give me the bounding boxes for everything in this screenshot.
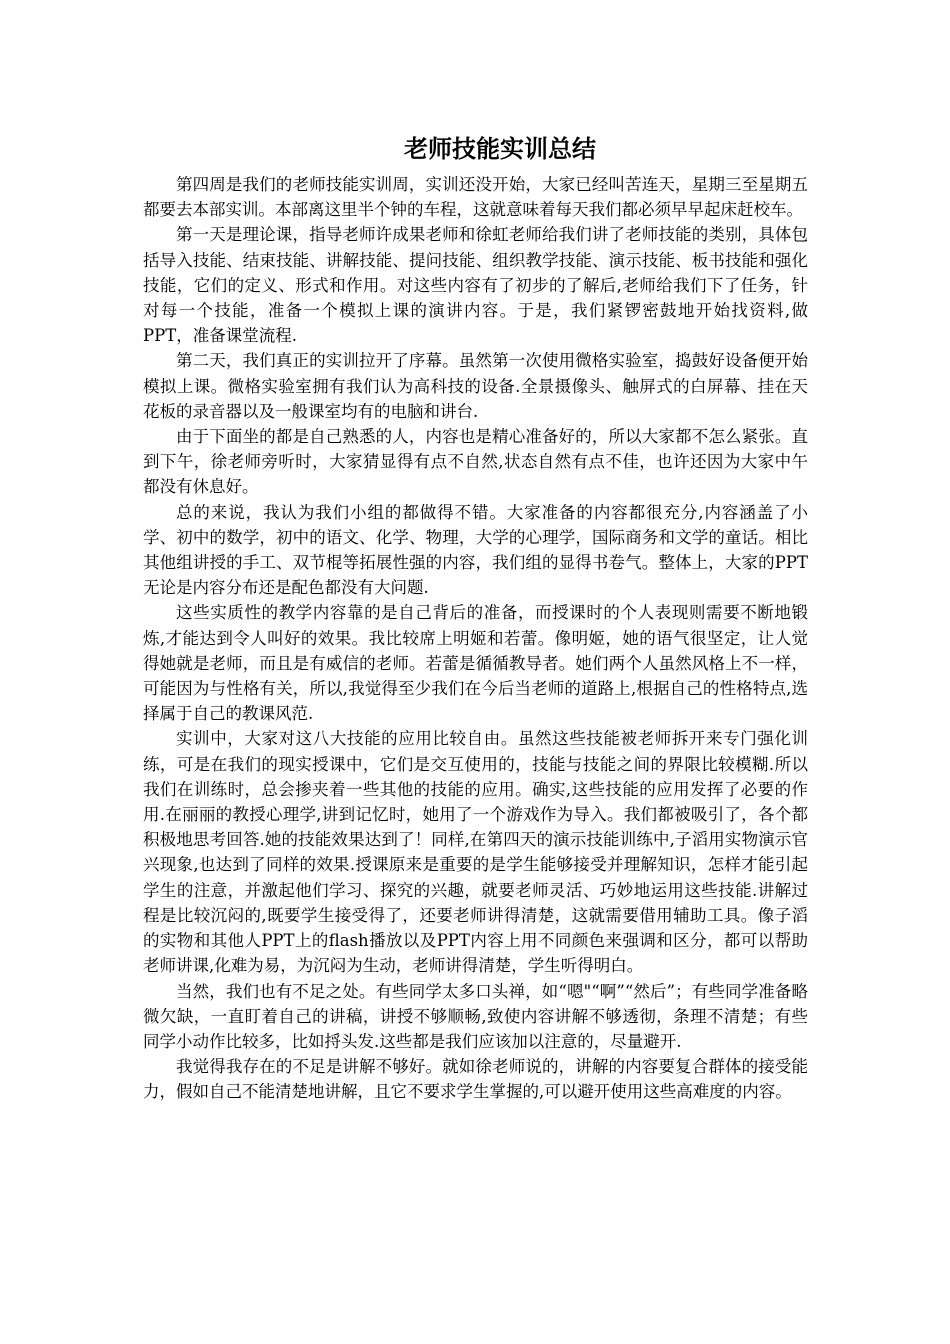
paragraph: 当然，我们也有不足之处。有些同学太多口头禅，如“嗯"“啊”“然后”；有些同学准备略微欠缺，一直盯着自己的讲稿，讲授不够顺畅,致使内容讲解不够透彻，条理不清楚；有些同学小动作比较多，比如捋头发.这些都是我们应该加以注意的，尽量避开. (143, 981, 808, 1051)
paragraph: 实训中，大家对这八大技能的应用比较自由。虽然这些技能被老师拆开来专门强化训练，可是在我们的现实授课中，它们是交互使用的，技能与技能之间的界限比较模糊.所以我们在训练时，总会掺夹着一些其他的技能的应用。确实,这些技能的应用发挥了必要的作用.在丽丽的教授心理学,讲到记忆时，她用了一个游戏作为导入。我们都被吸引了，各个都积极地思考回答.她的技能效果达到了！同样,在第四天的演示技能训练中,子滔用实物演示官兴现象,也达到了同样的效果.授课原来是重要的是学生能够接受并理解知识，怎样才能引起学生的注意，并激起他们学习、探究的兴趣，就要老师灵活、巧妙地运用这些技能.讲解过程是比较沉闷的,既要学生接受得了，还要老师讲得清楚，这就需要借用辅助工具。像子滔的实物和其他人PPT上的flash播放以及PPT内容上用不同颜色来强调和区分，都可以帮助老师讲课,化难为易，为沉闷为生动，老师讲得清楚，学生听得明白。 (143, 729, 808, 976)
paragraph: 我觉得我存在的不足是讲解不够好。就如徐老师说的，讲解的内容要复合群体的接受能力，假如自己不能清楚地讲解，且它不要求学生掌握的,可以避开使用这些高难度的内容。 (143, 1057, 808, 1102)
paragraph: 第四周是我们的老师技能实训周，实训还没开始，大家已经叫苦连天，星期三至星期五都要去本部实训。本部离这里半个钟的车程，这就意味着每天我们都必须早早起床赶校车。 (143, 175, 808, 220)
paragraph: 由于下面坐的都是自己熟悉的人，内容也是精心准备好的，所以大家都不怎么紧张。直到下午，徐老师旁听时，大家猜显得有点不自然,状态自然有点不佳，也许还因为大家中午都没有休息好。 (143, 427, 808, 497)
page-title: 老师技能实训总结 (404, 135, 596, 163)
paragraph: 第一天是理论课，指导老师许成果老师和徐虹老师给我们讲了老师技能的类别，具体包括导入技能、结束技能、讲解技能、提问技能、组织教学技能、演示技能、板书技能和强化技能，它们的定义、形式和作用。对这些内容有了初步的了解后,老师给我们下了任务，针对每一个技能，准备一个模拟上课的演讲内容。于是，我们紧锣密鼓地开始找资料,做PPT，准备课堂流程. (143, 225, 808, 346)
paragraph: 这些实质性的教学内容靠的是自己背后的准备，而授课时的个人表现则需要不断地锻炼,才能达到令人叫好的效果。我比较席上明姬和若蕾。像明姬，她的语气很坚定，让人觉得她就是老师，而且是有威信的老师。若蕾是循循教导者。她们两个人虽然风格上不一样，可能因为与性格有关，所以,我觉得至少我们在今后当老师的道路上,根据自己的性格特点,选择属于自己的教课风范. (143, 603, 808, 724)
paragraph: 第二天，我们真正的实训拉开了序幕。虽然第一次使用微格实验室，捣鼓好设备便开始模拟上课。微格实验室拥有我们认为高科技的设备.全景摄像头、触屏式的白屏幕、挂在天花板的录音器以及一般课室均有的电脑和讲台. (143, 351, 808, 421)
document-body (143, 172, 808, 1105)
paragraph: 总的来说，我认为我们小组的都做得不错。大家准备的内容都很充分,内容涵盖了小学、初中的数学，初中的语文、化学、物理，大学的心理学，国际商务和文学的童话。相比其他组讲授的手工、双节棍等拓展性强的内容，我们组的显得书卷气。整体上，大家的PPT无论是内容分布还是配色都没有大问题. (143, 502, 808, 598)
